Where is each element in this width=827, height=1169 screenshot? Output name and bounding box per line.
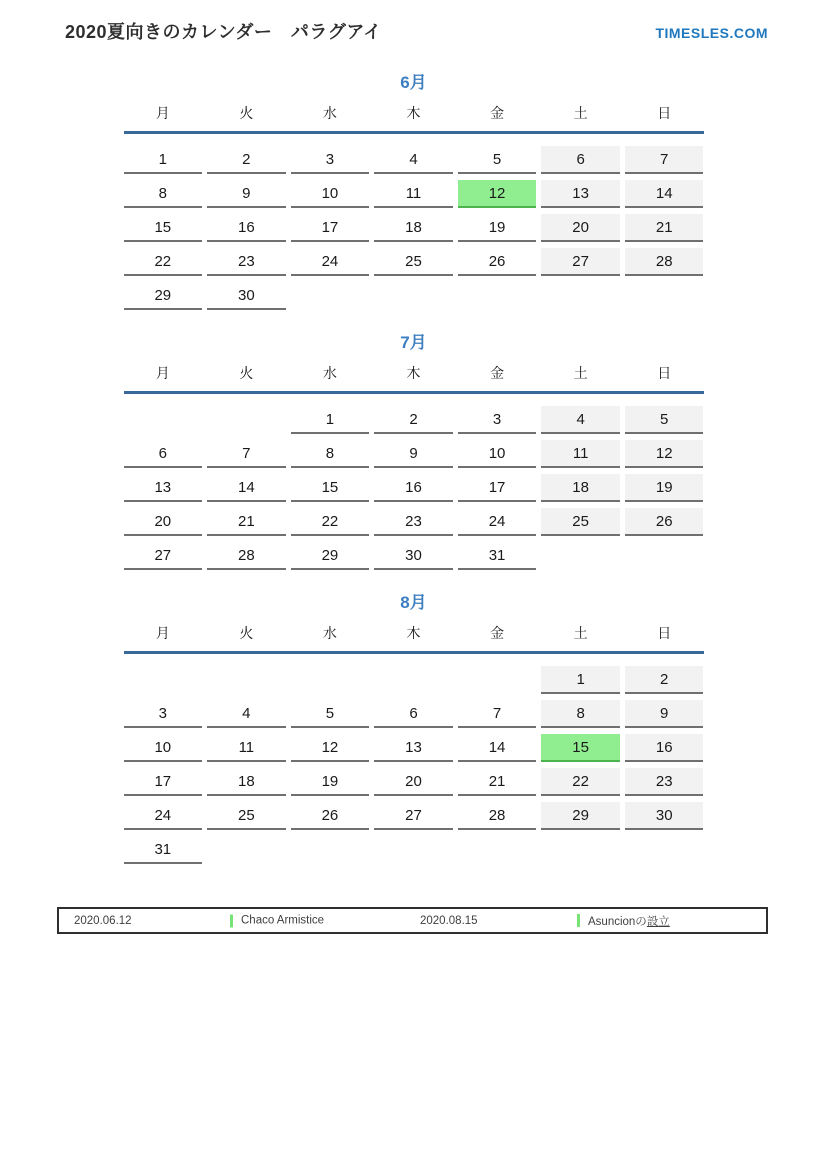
empty-cell (291, 836, 370, 864)
month-title: 7月 (400, 333, 427, 352)
legend-date: 2020.08.15 (420, 914, 478, 927)
day-cell: 21 (207, 508, 286, 536)
weekday-label: 水 (322, 625, 337, 641)
empty-cell (625, 282, 704, 310)
day-cell: 22 (291, 508, 370, 536)
legend-item (577, 913, 670, 929)
empty-cell (625, 836, 704, 864)
empty-cell (458, 836, 537, 864)
legend-label-underlined: 設立 (646, 915, 670, 928)
day-cell: 4 (541, 406, 620, 434)
day-cell: 26 (625, 508, 704, 536)
weekday-label: 月 (155, 105, 170, 121)
day-cell: 18 (207, 768, 286, 796)
empty-cell (291, 666, 370, 694)
day-cell: 10 (458, 440, 537, 468)
day-cell: 4 (207, 700, 286, 728)
empty-cell (541, 282, 620, 310)
empty-cell (124, 666, 203, 694)
empty-cell (458, 282, 537, 310)
day-cell: 12 (291, 734, 370, 762)
month-title: 6月 (400, 73, 427, 92)
month-calendar (124, 592, 704, 870)
weekday-label: 火 (239, 105, 254, 121)
day-cell: 20 (541, 214, 620, 242)
day-cell: 1 (124, 146, 203, 174)
day-cell: 15 (291, 474, 370, 502)
empty-cell (207, 666, 286, 694)
holiday-legend-box (57, 907, 768, 934)
weekday-label: 日 (657, 625, 672, 641)
day-cell: 23 (207, 248, 286, 276)
day-cell: 14 (458, 734, 537, 762)
day-cell: 9 (374, 440, 453, 468)
day-cell: 11 (374, 180, 453, 208)
empty-cell (625, 542, 704, 570)
weekday-label: 金 (490, 105, 505, 121)
day-cell: 15 (541, 734, 620, 762)
day-cell: 20 (374, 768, 453, 796)
empty-cell (374, 666, 453, 694)
day-cell: 9 (625, 700, 704, 728)
day-cell: 28 (207, 542, 286, 570)
legend-label: Asuncionの設立 (588, 915, 670, 928)
day-cell: 7 (625, 146, 704, 174)
legend-date: 2020.06.12 (74, 914, 132, 927)
day-cell: 16 (374, 474, 453, 502)
legend-marker-icon (230, 914, 233, 927)
day-cell: 12 (625, 440, 704, 468)
day-cell: 27 (541, 248, 620, 276)
day-cell: 19 (625, 474, 704, 502)
day-cell: 10 (124, 734, 203, 762)
day-cell: 26 (291, 802, 370, 830)
day-cell: 6 (541, 146, 620, 174)
day-cell: 22 (541, 768, 620, 796)
day-cell: 7 (207, 440, 286, 468)
day-cell: 2 (374, 406, 453, 434)
day-cell: 17 (124, 768, 203, 796)
day-cell: 2 (625, 666, 704, 694)
page-header (0, 0, 827, 44)
day-cell: 9 (207, 180, 286, 208)
legend-label: Chaco Armistice (241, 914, 325, 927)
day-cell: 31 (458, 542, 537, 570)
page-title: 2020夏向きのカレンダー パラグアイ (65, 22, 382, 42)
day-cell: 15 (124, 214, 203, 242)
day-cell: 16 (625, 734, 704, 762)
site-logo-link[interactable]: TIMESLES.COM (655, 25, 768, 41)
day-cell: 23 (374, 508, 453, 536)
month-calendar (124, 72, 704, 316)
month-grid (124, 406, 704, 576)
day-cell: 11 (541, 440, 620, 468)
weekday-label: 土 (573, 365, 588, 381)
day-cell: 1 (291, 406, 370, 434)
weekday-label: 木 (406, 105, 421, 121)
empty-cell (541, 542, 620, 570)
day-cell: 18 (374, 214, 453, 242)
day-cell: 19 (291, 768, 370, 796)
day-cell: 4 (374, 146, 453, 174)
day-cell: 17 (291, 214, 370, 242)
day-cell: 8 (541, 700, 620, 728)
day-cell: 24 (124, 802, 203, 830)
empty-cell (207, 836, 286, 864)
day-cell: 24 (458, 508, 537, 536)
day-cell: 13 (374, 734, 453, 762)
day-cell: 3 (458, 406, 537, 434)
weekday-label: 金 (490, 365, 505, 381)
day-cell: 1 (541, 666, 620, 694)
day-cell: 23 (625, 768, 704, 796)
day-cell: 11 (207, 734, 286, 762)
day-cell: 18 (541, 474, 620, 502)
weekday-label: 月 (155, 365, 170, 381)
day-cell: 25 (207, 802, 286, 830)
day-cell: 22 (124, 248, 203, 276)
day-cell: 30 (625, 802, 704, 830)
day-cell: 14 (207, 474, 286, 502)
day-cell: 24 (291, 248, 370, 276)
weekday-label: 水 (322, 365, 337, 381)
weekday-label: 金 (490, 625, 505, 641)
day-cell: 13 (541, 180, 620, 208)
day-cell: 19 (458, 214, 537, 242)
month-title: 8月 (400, 593, 427, 612)
day-cell: 31 (124, 836, 203, 864)
weekday-label: 木 (406, 625, 421, 641)
weekday-header-row (124, 364, 704, 394)
month-calendar (124, 332, 704, 576)
day-cell: 21 (625, 214, 704, 242)
weekday-label: 日 (657, 105, 672, 121)
weekday-label: 火 (239, 365, 254, 381)
day-cell: 29 (541, 802, 620, 830)
month-grid (124, 146, 704, 316)
day-cell: 29 (291, 542, 370, 570)
legend-marker-icon (577, 914, 580, 927)
day-cell: 12 (458, 180, 537, 208)
day-cell: 14 (625, 180, 704, 208)
day-cell: 8 (124, 180, 203, 208)
day-cell: 27 (124, 542, 203, 570)
weekday-label: 月 (155, 625, 170, 641)
day-cell: 10 (291, 180, 370, 208)
empty-cell (291, 282, 370, 310)
day-cell: 28 (458, 802, 537, 830)
day-cell: 6 (124, 440, 203, 468)
day-cell: 3 (291, 146, 370, 174)
empty-cell (207, 406, 286, 434)
weekday-header-row (124, 104, 704, 134)
day-cell: 8 (291, 440, 370, 468)
day-cell: 13 (124, 474, 203, 502)
day-cell: 20 (124, 508, 203, 536)
day-cell: 7 (458, 700, 537, 728)
weekday-label: 日 (657, 365, 672, 381)
day-cell: 6 (374, 700, 453, 728)
day-cell: 2 (207, 146, 286, 174)
weekday-header-row (124, 624, 704, 654)
empty-cell (124, 406, 203, 434)
weekday-label: 土 (573, 105, 588, 121)
empty-cell (541, 836, 620, 864)
weekday-label: 水 (322, 105, 337, 121)
day-cell: 30 (207, 282, 286, 310)
day-cell: 26 (458, 248, 537, 276)
day-cell: 5 (291, 700, 370, 728)
day-cell: 16 (207, 214, 286, 242)
day-cell: 17 (458, 474, 537, 502)
empty-cell (374, 282, 453, 310)
day-cell: 29 (124, 282, 203, 310)
day-cell: 3 (124, 700, 203, 728)
weekday-label: 火 (239, 625, 254, 641)
day-cell: 30 (374, 542, 453, 570)
day-cell: 25 (374, 248, 453, 276)
day-cell: 5 (458, 146, 537, 174)
empty-cell (458, 666, 537, 694)
empty-cell (374, 836, 453, 864)
day-cell: 5 (625, 406, 704, 434)
day-cell: 28 (625, 248, 704, 276)
months-container (124, 72, 704, 870)
month-grid (124, 666, 704, 870)
legend-item (230, 914, 324, 927)
day-cell: 25 (541, 508, 620, 536)
day-cell: 27 (374, 802, 453, 830)
weekday-label: 土 (573, 625, 588, 641)
weekday-label: 木 (406, 365, 421, 381)
day-cell: 21 (458, 768, 537, 796)
